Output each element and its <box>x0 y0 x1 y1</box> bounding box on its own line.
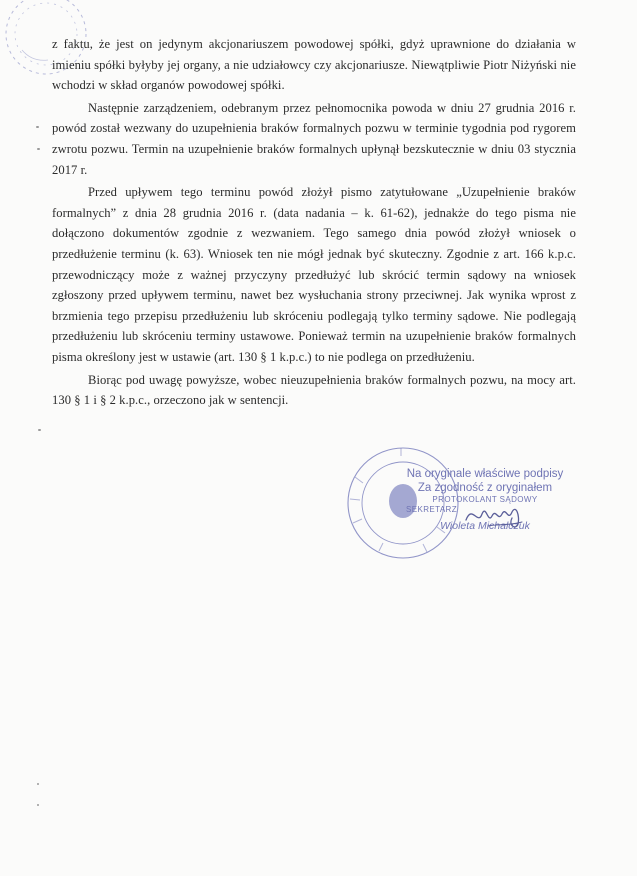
paragraph-4: Biorąc pod uwagę powyższe, wobec nieuzupełnienia braków formalnych pozwu, na mocy art. 130 § 1 i § 2 k.p.c., orzeczono jak w sentencji. <box>52 372 576 408</box>
margin-mark <box>36 126 39 128</box>
paragraph-3: Przed upływem tego terminu powód złożył pismo zatytułowane „Uzupełnienie braków formalnych” z dnia 28 grudnia 2016 r. (data nadania – k. 61-62), jednakże do tego pisma nie dołączono dokumentów zgodnie z wezwaniem. Tego samego dnia powód złożył wniosek o przedłużenie terminu (k. 63). Wniosek ten nie mógł jednak być skuteczny. Zgodnie z art. 166 k.p.c. przewodniczący może z ważnej przyczyny przedłużyć lub skrócić termin sądowy na wniosek zgłoszony przed upływem terminu, nawet bez wysłuchania strony przeciwnej. Jak wynika wprost z brzmienia tego przepisu przedłużeniu lub skróceniu podlegają tylko terminy sądowe. Nie podlegają przedłużeniu lub skróceniu terminy ustawowe. Ponieważ termin na uzupełnienie braków formalnych pisma określony jest w ustawie (art. 130 § 1 k.p.c.) to nie podlega on przedłużeniu. <box>52 185 576 364</box>
margin-mark <box>37 148 40 150</box>
stamp-line-3: PROTOKOLANT SĄDOWY <box>432 495 538 504</box>
margin-mark <box>37 804 39 806</box>
body-text <box>52 34 576 411</box>
stamp-line-4: SEKRETARZ <box>406 505 458 514</box>
margin-mark <box>37 783 39 785</box>
stamp-line-2: Za zgodność z oryginałem <box>417 482 553 494</box>
handwritten-signature <box>462 496 524 532</box>
stamp-line-1: Na oryginale właściwe podpisy <box>406 468 564 480</box>
stamp-name: Wioleta Michalczuk <box>440 520 530 532</box>
paragraph-2: Następnie zarządzeniem, odebranym przez pełnomocnika powoda w dniu 27 grudnia 2016 r. powód został wezwany do uzupełnienia braków formalnych pozwu w terminie tygodnia pod rygorem zwrotu pozwu. Termin na uzupełnienie braków formalnych upłynął bezskutecznie w dniu 03 stycznia 2017 r. <box>52 100 576 177</box>
margin-mark <box>38 429 41 431</box>
paragraph-1: z faktu, że jest on jedynym akcjonariuszem powodowej spółki, gdyż uprawnione do działania w imieniu spółki byłyby jej organy, a nie udziałowcy czy akcjonariusze. Niewątpliwie Piotr Niżyński nie wchodzi w skład organów powodowej spółki. <box>52 37 576 93</box>
